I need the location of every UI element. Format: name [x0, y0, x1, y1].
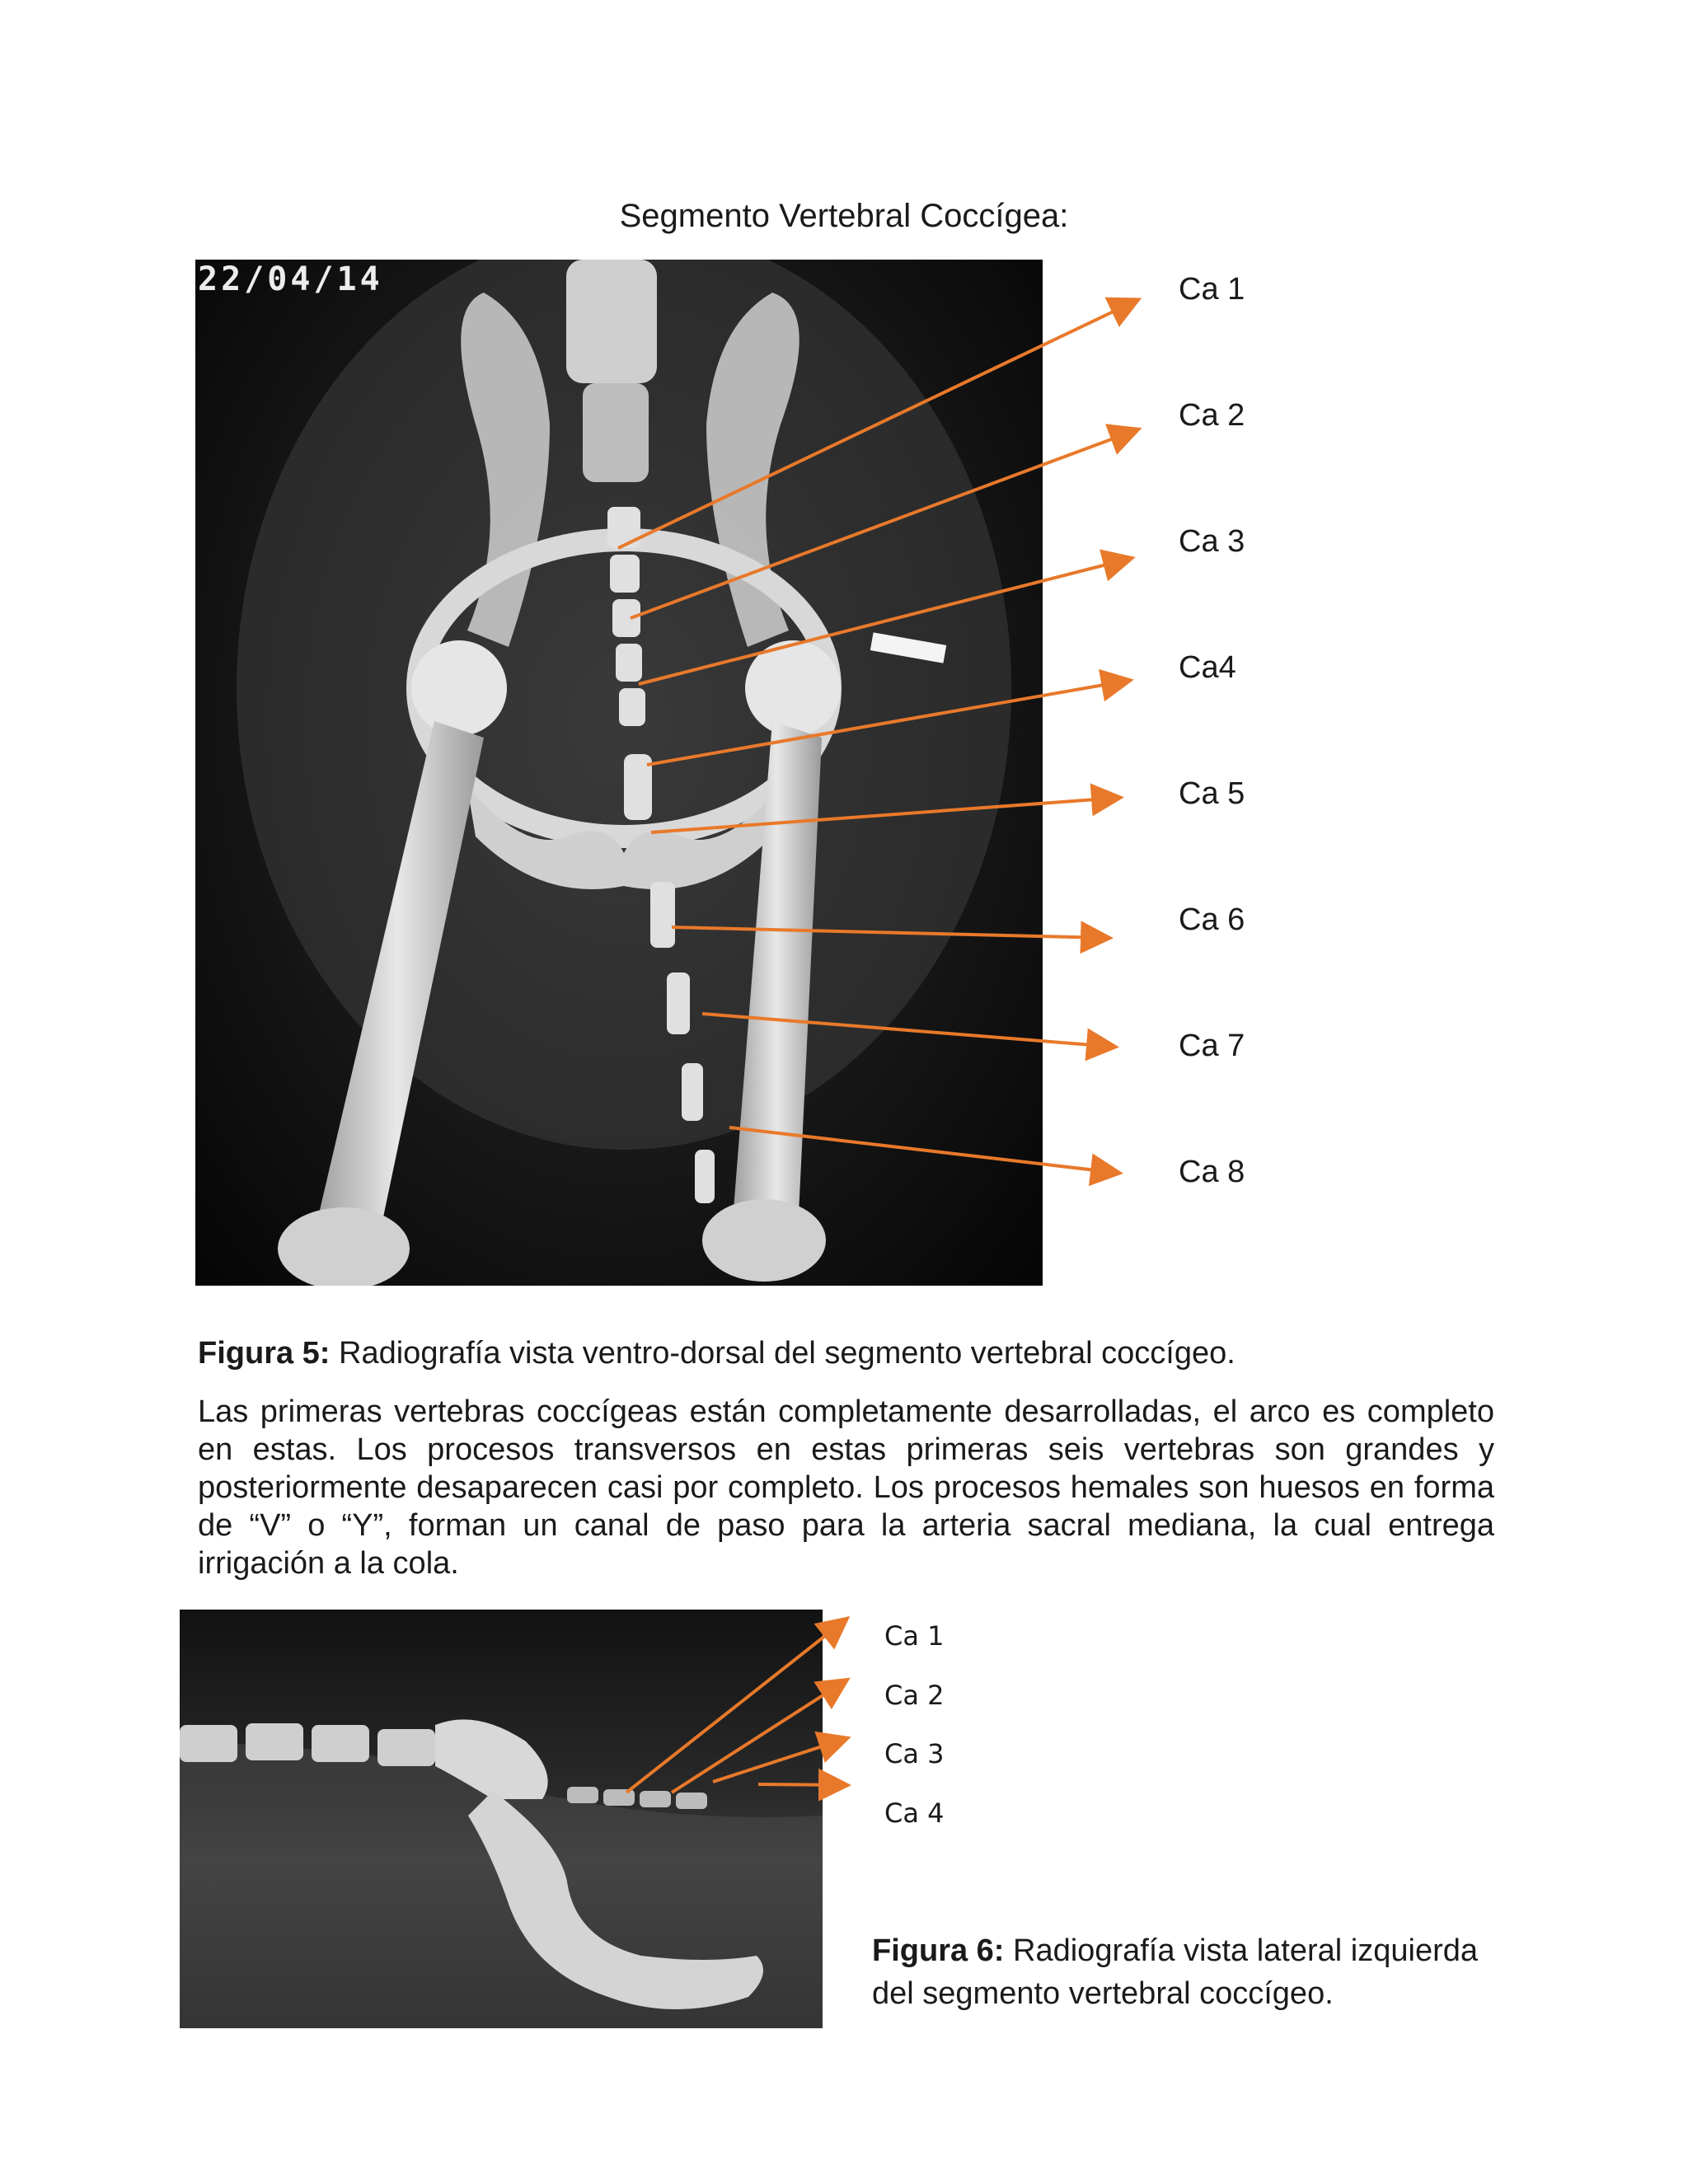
arrow-ca6	[672, 927, 1107, 938]
figure6-caption-bold: Figura 6:	[872, 1933, 1005, 1968]
figure5-caption-text: Radiografía vista ventro-dorsal del segmento vertebral coccígeo.	[330, 1336, 1236, 1371]
body-paragraph: Las primeras vertebras coccígeas están completamente desarrolladas, el arco es completo en estas. Los procesos transversos en estas primeras seis vertebras son grandes y posteriormente desaparecen casi por completo. Los procesos hemales son huesos en forma de “V” o “Y”, forman un canal de paso para la arteria sacral mediana, la cual entrega irrigación a la cola.	[198, 1394, 1494, 1581]
label-lat-ca3: Ca 3	[884, 1738, 945, 1769]
date-stamp: 22/04/14	[198, 260, 383, 298]
label-ca8: Ca 8	[1179, 1155, 1245, 1189]
figure5-caption	[198, 1332, 1517, 1375]
label-ca6: Ca 6	[1179, 902, 1245, 937]
arrow-ca1	[618, 301, 1136, 548]
label-ca5: Ca 5	[1179, 776, 1245, 811]
arrow-ca5	[651, 798, 1118, 832]
figure6-caption	[872, 1929, 1523, 2015]
arrow-ca7	[702, 1014, 1113, 1047]
arrow-ca4	[647, 681, 1128, 765]
arrow-ca3	[639, 559, 1129, 684]
label-lat-ca2: Ca 2	[884, 1680, 945, 1711]
label-ca1: Ca 1	[1179, 272, 1245, 307]
figure5-caption-bold: Figura 5:	[198, 1336, 331, 1371]
label-lat-ca1: Ca 1	[884, 1620, 945, 1652]
label-ca4: Ca4	[1179, 650, 1236, 685]
page-title: Segmento Vertebral Coccígea:	[619, 198, 1069, 234]
figure6-caption-text: Radiografía vista lateral izquierda del segmento vertebral coccígeo.	[872, 1933, 1478, 2011]
label-lat-ca4: Ca 4	[884, 1797, 945, 1829]
arrow-ca2	[631, 430, 1136, 618]
label-ca7: Ca 7	[1179, 1029, 1245, 1063]
arrow-lat-ca1	[626, 1620, 845, 1793]
arrow-lat-ca4	[758, 1784, 845, 1785]
label-ca2: Ca 2	[1179, 398, 1245, 433]
arrow-lat-ca3	[713, 1739, 845, 1782]
label-ca3: Ca 3	[1179, 524, 1245, 559]
arrow-ca8	[729, 1127, 1117, 1173]
